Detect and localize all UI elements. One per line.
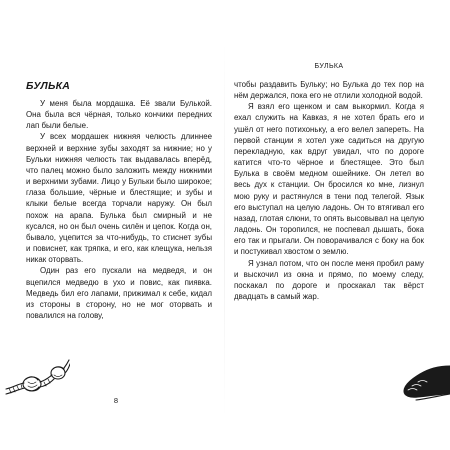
left-text-column bbox=[26, 98, 212, 321]
dog-paw-icon bbox=[398, 360, 450, 404]
paragraph: У меня была мордашка. Её звали Булькой. Она была вся чёрная, только кончики передних лап были белые. bbox=[26, 99, 212, 131]
page-number: 8 bbox=[113, 396, 119, 405]
rope-icon bbox=[4, 358, 70, 398]
paragraph: Я узнал потом, что он после меня пробил раму и выскочил из окна и прямо, по моему следу, поскакал по дороге и проскакал так вёрст двадцать в самый жар. bbox=[234, 258, 424, 301]
story-title: БУЛЬКА bbox=[26, 80, 71, 92]
running-head: БУЛЬКА bbox=[314, 63, 344, 70]
paragraph: Я взял его щенком и сам выкормил. Когда я ехал служить на Кавказ, я не хотел брать его и ушёл от него потихоньку, а его велел запереть. На первой станции я хотел уже садиться на другую перекладную, как вдруг увидал, что по дороге катится что-то чёрное и блестящее. Это был Булька в своём медном ошейнике. Он летел во весь дух к станции. Он бросился ко мне, лизнул мою руку и растянулся в тени под телегой. Язык его выступал на целую ладонь. Он то втягивал его назад, глотая слюни, то опять высовывал на целую ладонь. Он торопился, не поспевал дышать, бока его так и прыгали. Он поворачивался с боку на бок и постукивал хвостом о землю. bbox=[234, 102, 424, 257]
right-text-column bbox=[234, 79, 424, 302]
paragraph: Один раз его пускали на медведя, и он вцепился медведю в ухо и повис, как пиявка. Медведь бил его лапами, прижимал к себе, кидал из стороны в сторону, но не мог оторвать и повалился на голову, bbox=[26, 266, 212, 320]
paragraph: У всех мордашек нижняя челюсть длиннее верхней и верхние зубы заходят за нижние; но у Бульки нижняя челюсть так выдавалась вперёд, что палец можно было заложить между нижними и верхними зубами. Лицо у Бульки было широкое; глаза большие, чёрные и блестящие; и зубы и клыки белые всегда торчали наружу. Он был похож на арапа. Булька был смирный и не кусался, но он был очень силён и цепок. Когда он, бывало, уцепится за что-нибудь, то стиснет зубы и повиснет, как тряпка, и его, как клещука, нельзя никак оторвать. bbox=[26, 132, 212, 265]
paragraph-continued: чтобы раздавить Бульку; но Булька до тех пор на нём держался, пока его не отлили холодной водой. bbox=[234, 80, 424, 101]
